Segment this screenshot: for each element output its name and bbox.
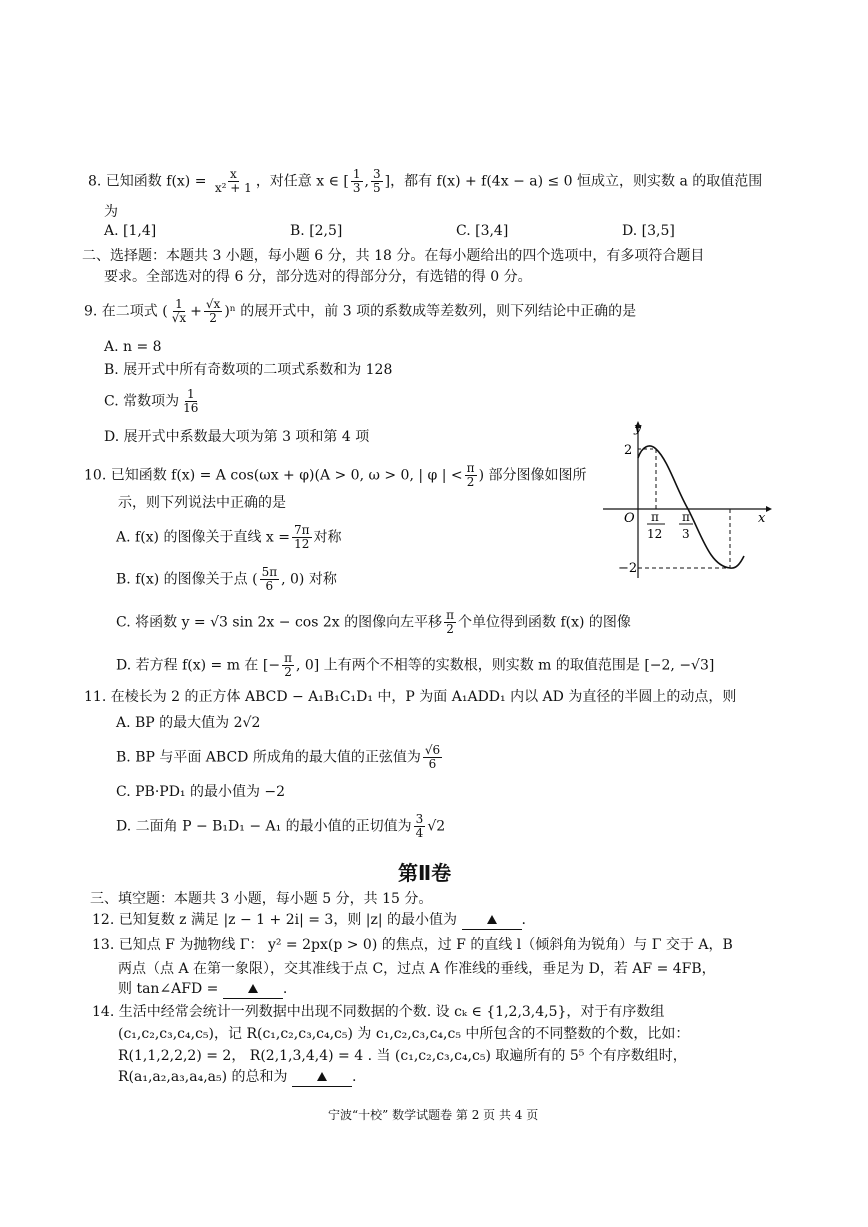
- q10-pi-frac: [465, 462, 477, 489]
- part2-title: 第Ⅱ卷: [398, 861, 452, 885]
- q8-fraction: [213, 168, 254, 195]
- q8-frac-den: x² + 1: [214, 181, 252, 195]
- q9-f1-den: √x: [171, 311, 187, 325]
- q12-stem: [92, 911, 526, 930]
- y-max-label: 2: [624, 443, 633, 458]
- q10-stem-c: 示，则下列说法中正确的是: [118, 495, 286, 511]
- tick-pi3-den: 3: [682, 527, 690, 541]
- q11-optd-den: 4: [415, 826, 424, 840]
- q13-line3: [118, 980, 287, 999]
- q8-range-left: [351, 168, 363, 195]
- q9-optc-num: 1: [186, 387, 195, 401]
- q8-frac-num: x: [229, 167, 237, 181]
- q12-end: .: [521, 912, 526, 928]
- x-axis-arrow-icon: [766, 506, 772, 512]
- q10-optc-den: 2: [446, 622, 454, 636]
- q10-cosine-graph: [598, 418, 773, 583]
- q11-option-a: A. BP 的最大值为 2√2: [116, 715, 261, 731]
- q9-option-b: B. 展开式中所有奇数项的二项式系数和为 128: [104, 362, 393, 378]
- q10-opta-frac: [292, 524, 312, 551]
- q10-optc-frac: [444, 609, 456, 636]
- q9-plus: +: [190, 303, 202, 320]
- q10-optc-tail: 个单位得到函数 f(x) 的图像: [458, 614, 631, 631]
- q11-optb-text: B. BP 与平面 ABCD 所成角的最大值的正弦值为: [116, 749, 421, 766]
- q9-frac2: [204, 298, 222, 325]
- triangle-icon: [248, 984, 258, 993]
- q9-option-c-frac: [181, 388, 200, 415]
- q10-optd-frac: [282, 652, 294, 679]
- q9-frac1: [170, 298, 188, 325]
- q10-optd-num: π: [284, 651, 292, 665]
- q14-answer-blank[interactable]: [292, 1068, 352, 1087]
- q8-stem-c: ]，都有 f(x) + f(4x − a) ≤ 0 恒成立，则实数 a 的取值范围: [384, 173, 763, 190]
- q9-stem-b: )ⁿ 的展开式中，前 3 项的系数成等差数列，则下列结论中正确的是: [224, 303, 637, 320]
- q14-line2: (c₁,c₂,c₃,c₄,c₅)，记 R(c₁,c₂,c₃,c₄,c₅) 为 c₁,c₂,c₃,c₄,c₅ 中所包含的不同整数的个数，比如：: [118, 1026, 690, 1042]
- q14-line4: [118, 1068, 356, 1087]
- tick-pi3-num: π: [682, 510, 690, 524]
- q9-f2-num: √x: [205, 297, 221, 311]
- q9-optc-den: 16: [183, 401, 199, 415]
- q8-range-right: [371, 168, 383, 195]
- q10-optb-tail: , 0) 对称: [281, 571, 337, 588]
- q10-option-b: [116, 566, 337, 593]
- q10-opta-num: 7π: [294, 523, 310, 537]
- q13-line3-text: 则 tan∠AFD =: [118, 981, 219, 997]
- q10-opta-text: A. f(x) 的图像关于直线 x =: [116, 529, 290, 546]
- cosine-curve: [638, 446, 744, 568]
- section2-line1: 二、选择题：本题共 3 小题，每小题 6 分，共 18 分。在每小题给出的四个选项中，有多项符合题目: [82, 248, 705, 264]
- q9-f1-num: 1: [175, 297, 183, 311]
- q14-line3: R(1,1,2,2,2) = 2， R(2,1,3,4,4) = 4 . 当 (c₁,c₂,c₃,c₄,c₅) 取遍所有的 5⁵ 个有序数组时，: [118, 1048, 687, 1064]
- q8-r1-den: 3: [352, 181, 361, 195]
- triangle-icon: [317, 1072, 327, 1081]
- q10-pi-den: 2: [466, 475, 475, 489]
- origin-label: O: [624, 511, 635, 526]
- q13-end: .: [282, 981, 288, 997]
- q8-option-d: D. [3,5]: [622, 223, 675, 239]
- tick-pi12-num: π: [651, 510, 659, 524]
- y-axis-label: y: [634, 421, 642, 436]
- q8-stem: 8. 已知函数 f(x) = $\frac{x}{\text{x² + 1}}$ ，对任意 x ∈ [ $\frac{1}{3}$ , $\frac{3}{5}$ ]，都有 f(x) + f(4x − a) ≤ 0 恒成立，则实数 a 的取值范围: [88, 167, 763, 195]
- tick-pi12-den: 12: [647, 527, 663, 541]
- q11-optd-text: D. 二面角 P − B₁D₁ − A₁ 的最小值的正切值为: [116, 818, 412, 835]
- q9-option-c: [104, 388, 202, 415]
- q8-r1-num: 1: [352, 167, 361, 181]
- q8-option-c: C. [3,4]: [456, 223, 509, 239]
- q12-answer-blank[interactable]: [462, 911, 522, 930]
- q10-optb-num: 5π: [261, 565, 278, 579]
- q10-optc-num: π: [446, 608, 454, 622]
- q10-optb-den: 6: [265, 579, 274, 593]
- q9-option-d: D. 展开式中系数最大项为第 3 项和第 4 项: [104, 429, 370, 445]
- q10-optb-frac: [260, 566, 280, 593]
- q10-opta-den: 12: [294, 537, 310, 551]
- triangle-icon: [487, 915, 497, 924]
- q11-option-b: [116, 744, 444, 771]
- q13-answer-blank[interactable]: [223, 980, 283, 999]
- q12-stem-text: 12. 已知复数 z 满足 |z − 1 + 2i| = 3，则 |z| 的最小值为: [92, 912, 458, 928]
- q11-optd-tail: √2: [427, 818, 446, 835]
- q11-optd-frac: [414, 813, 426, 840]
- q8-r2-den: 5: [372, 181, 381, 195]
- q10-option-d: [116, 652, 714, 679]
- q11-optb-num: √6: [424, 743, 441, 757]
- q10-optd-text: D. 若方程 f(x) = m 在 [−: [116, 657, 281, 674]
- q8-option-a: A. [1,4]: [104, 223, 157, 239]
- q14-line4-text: R(a₁,a₂,a₃,a₄,a₅) 的总和为: [118, 1069, 288, 1085]
- q8-option-b: B. [2,5]: [290, 223, 343, 239]
- q13-line1: 13. 已知点 F 为抛物线 Γ： y² = 2px(p > 0) 的焦点，过 F 的直线 l（倾斜角为锐角）与 Γ 交于 A，B: [92, 937, 733, 953]
- page-footer: 宁波“十校” 数学试题卷 第 2 页 共 4 页: [328, 1108, 539, 1122]
- q11-optb-den: 6: [428, 757, 437, 771]
- q10-stem: [84, 462, 586, 489]
- q10-optb-text: B. f(x) 的图像关于点 (: [116, 571, 258, 588]
- q9-stem-a: 9. 在二项式 (: [84, 303, 168, 320]
- q10-optd-den: 2: [284, 665, 292, 679]
- q10-stem-b: ) 部分图像如图所: [478, 467, 587, 484]
- q10-option-c: [116, 609, 631, 636]
- q8-stem-d: 为: [104, 204, 118, 220]
- q8-stem-b: ，对任意 x ∈ [: [255, 173, 349, 190]
- q11-optd-num: 3: [415, 812, 424, 826]
- q9-stem: [84, 298, 636, 325]
- q14-line1: 14. 生活中经常会统计一列数据中出现不同数据的个数. 设 cₖ ∈ {1,2,3,4,5}，对于有序数组: [92, 1004, 665, 1020]
- q10-stem-a: 10. 已知函数 f(x) = A cos(ωx + φ)(A > 0, ω > 0, | φ | <: [84, 467, 463, 484]
- q11-option-d: [116, 813, 445, 840]
- q8-stem-a: 8. 已知函数 f(x) =: [88, 173, 207, 190]
- q13-line2: 两点（点 A 在第一象限），交其准线于点 C，过点 A 作准线的垂线，垂足为 D，若 AF = 4FB，: [118, 961, 716, 977]
- q10-option-a: [116, 524, 342, 551]
- q10-opta-tail: 对称: [313, 529, 342, 546]
- q9-f2-den: 2: [209, 311, 217, 325]
- q11-optb-frac: [423, 744, 442, 771]
- q10-pi-num: π: [466, 461, 475, 475]
- q8-r2-num: 3: [372, 167, 381, 181]
- q10-optc-text: C. 将函数 y = √3 sin 2x − cos 2x 的图像向左平移: [116, 614, 443, 631]
- q9-option-a: A. n = 8: [104, 339, 162, 355]
- x-axis-label: x: [758, 511, 766, 526]
- y-min-label: −2: [618, 561, 638, 576]
- q10-optd-tail: , 0] 上有两个不相等的实数根，则实数 m 的取值范围是 [−2, −√3]: [295, 657, 715, 674]
- q11-option-c: C. PB·PD₁ 的最小值为 −2: [116, 784, 286, 800]
- q14-end: .: [351, 1069, 357, 1085]
- q9-option-c-text: C. 常数项为: [104, 393, 180, 410]
- section2-line2: 要求。全部选对的得 6 分，部分选对的得部分分，有选错的得 0 分。: [104, 269, 532, 285]
- section3-line1: 三、填空题：本题共 3 小题，每小题 5 分，共 15 分。: [90, 891, 433, 907]
- q11-stem: 11. 在棱长为 2 的正方体 ABCD − A₁B₁C₁D₁ 中，P 为面 A₁ADD₁ 内以 AD 为直径的半圆上的动点，则: [84, 689, 737, 705]
